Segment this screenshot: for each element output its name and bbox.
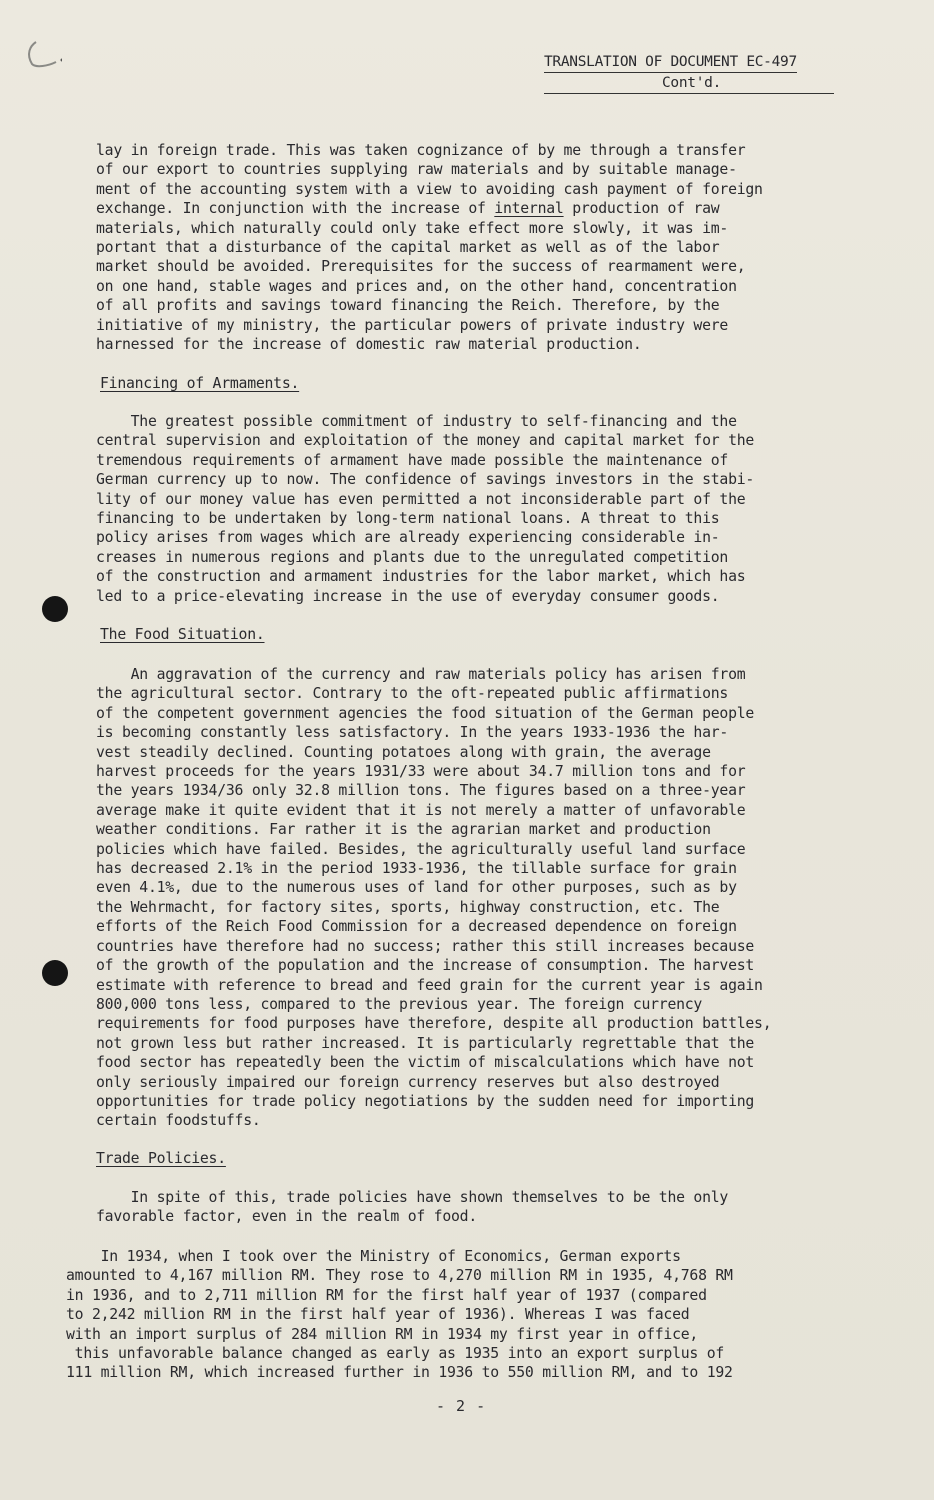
document-header — [544, 52, 836, 94]
underlined-word-internal: internal — [494, 200, 564, 218]
header-rule — [544, 93, 834, 94]
paper-tear-mark — [22, 40, 62, 70]
header-subtitle: Cont'd. — [662, 75, 722, 91]
paragraph-intro-part1: lay in foreign trade. This was taken cognizance of by me through a transfer of our export to countries supplying raw materials and by suitable manage- ment of the accounting system with a view to avoiding cash payment of foreign exchange. In conjunction with the increase of — [96, 142, 763, 218]
header-title: TRANSLATION OF DOCUMENT EC-497 — [544, 52, 797, 73]
paragraph-trade-2: In 1934, when I took over the Ministry of Economics, German exports amounted to 4,167 million RM. They rose to 4,270 million RM in 1935, 4,768 RM in 1936, and to 2,711 million RM for the first half year of 1937 (compared to 2,242 million RM in the first half year of 1936). Whereas I was faced with an import surplus of 284 million RM in 1934 my first year in office, this unfavorable balance changed as early as 1935 into an export surplus of 111 million RM, which increased further in 1936 to 550 million RM, and to 192 — [66, 1248, 733, 1382]
heading-trade-policies: Trade Policies. — [96, 1150, 226, 1167]
paragraph-intro — [96, 141, 848, 354]
punch-hole-upper — [42, 596, 68, 622]
heading-financing: Financing of Armaments. — [100, 375, 300, 392]
paragraph-intro-part2: production of raw materials, which naturally could only take effect more slowly, it was im- portant that a disturbance of the capital market as well as of the labor market should be avoided. Prerequisites for the success of rearmament were, on one hand, stable wages and prices and, on the other hand, concentration of all profits and savings toward financing the Reich. Therefore, by the initiative of my ministry, the particular powers of private industry were harnessed for the increase of domestic raw material production. — [96, 200, 746, 354]
paragraph-food-situation: An aggravation of the currency and raw materials policy has arisen from the agricultural sector. Contrary to the oft-repeated public affirmations of the competent government agencies the food situation of the German people is becoming constantly less satisfactory. In the years 1933-1936 the har- vest steadily declined. Counting potatoes along with grain, the average harvest proceeds for the years 1931/33 were about 34.7 million tons and for the years 1934/36 only 32.8 million tons. The figures based on a three-year average make it quite evident that it is not merely a matter of unfavorable weather conditions. Far rather it is the agrarian market and production policies which have failed. Besides, the agriculturally useful land surface has decreased 2.1% in the period 1933-1936, the tillable surface for grain even 4.1%, due to the numerous uses of land for other purposes, such as by the Wehrmacht, for factory sites, sports, highway construction, etc. The efforts of the Reich Food Commission for a decreased dependence on foreign countries have therefore had no success; rather this still increases because of the growth of the population and the increase of consumption. The harvest estimate with reference to bread and feed grain for the current year is again 800,000 tons less, compared to the previous year. The foreign currency requirements for food purposes have therefore, despite all production battles, not grown less but rather increased. It is particularly regrettable that the food sector has repeatedly been the victim of miscalculations which have not only seriously impaired our foreign currency reserves but also destroyed opportunities for trade policy negotiations by the sudden need for importing certain foodstuffs. — [96, 666, 772, 1130]
paragraph-financing: The greatest possible commitment of industry to self-financing and the central supervision and exploitation of the money and capital market for the tremendous requirements of armament have made possible the maintenance of German currency up to now. The confidence of savings investors in the stabi- lity of our money value has even permitted a not inconsiderable part of the financing to be undertaken by long-term national loans. A threat to this policy arises from wages which are already experiencing considerable in- creases in numerous regions and plants due to the unregulated competition of the construction and armament industries for the labor market, which has led to a price-elevating increase in the use of everyday consumer goods. — [96, 413, 755, 605]
heading-food-situation: The Food Situation. — [100, 626, 265, 643]
page-number: - 2 - — [436, 1397, 487, 1415]
paragraph-trade-1: In spite of this, trade policies have shown themselves to be the only favorable factor, even in the realm of food. — [96, 1189, 729, 1226]
punch-hole-lower — [42, 960, 68, 986]
